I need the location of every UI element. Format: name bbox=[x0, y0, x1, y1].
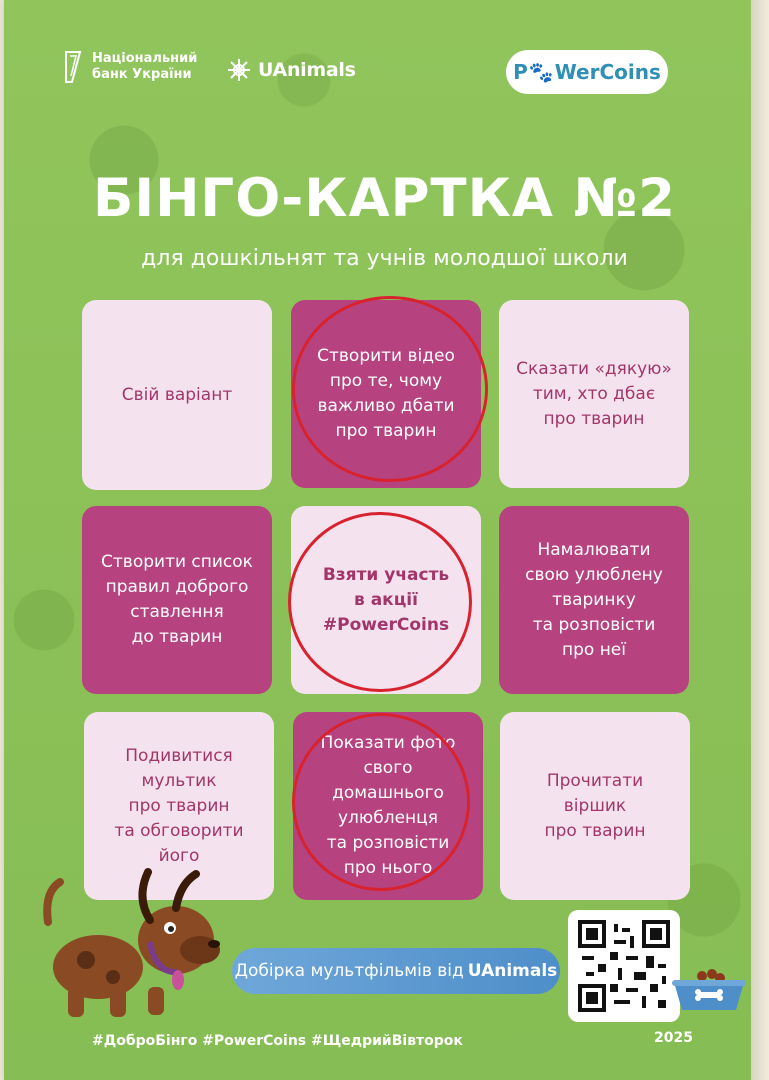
tile-text: Створити список правил доброго ставлення до тварин bbox=[101, 552, 253, 647]
cartoons-link[interactable] bbox=[232, 948, 560, 994]
year-label: 2025 bbox=[654, 1030, 693, 1046]
bingo-tile-5 bbox=[291, 506, 481, 694]
nbu-logo bbox=[64, 50, 197, 84]
tile-text: Показати фото свого домашнього улюбленця та розповісти про нього bbox=[320, 733, 456, 878]
tile-text: Подивитися мультик про тварин та обговорити його bbox=[114, 745, 244, 866]
bingo-tile-9 bbox=[500, 712, 690, 900]
bingo-tile-8 bbox=[293, 712, 483, 900]
tile-text: Сказати «дякую» тим, хто дбає про тварин bbox=[516, 358, 672, 429]
powercoins-p: P bbox=[513, 60, 528, 84]
bingo-tile-2 bbox=[291, 300, 481, 488]
nbu-name-line1: Національний bbox=[92, 51, 198, 66]
qr-code[interactable] bbox=[568, 910, 680, 1022]
dog-bowl-icon bbox=[668, 962, 750, 1016]
nbu-emblem-icon bbox=[64, 50, 84, 84]
bingo-tile-4 bbox=[82, 506, 272, 694]
bingo-tile-1 bbox=[82, 300, 272, 490]
cartoons-link-text: Добірка мультфільмів від bbox=[234, 961, 464, 981]
cartoons-link-brand: UAnimals bbox=[467, 961, 558, 981]
tile-text: Прочитати віршик про тварин bbox=[544, 770, 646, 841]
dog-illustration bbox=[38, 862, 228, 1022]
qr-code-icon bbox=[578, 920, 670, 1012]
tile-text: Свій варіант bbox=[121, 384, 233, 405]
uanimals-label: UAnimals bbox=[258, 59, 356, 81]
page-title: БІНГО-КАРТКА №2 bbox=[92, 168, 677, 229]
powercoins-logo bbox=[506, 50, 668, 94]
nbu-name-line2: банк України bbox=[92, 67, 192, 82]
hashtags: #ДоброБінго #PowerCoins #ЩедрийВівторок bbox=[92, 1033, 463, 1049]
paper-edge bbox=[751, 0, 769, 1080]
page-subtitle: для дошкільнят та учнів молодшої школи bbox=[141, 246, 628, 271]
snowflake-icon bbox=[226, 57, 252, 83]
tile-text: Взяти участь в акції #PowerCoins bbox=[322, 564, 450, 635]
tile-text: Намалювати свою улюблену тваринку та розповісти про неї bbox=[525, 539, 663, 660]
uanimals-logo bbox=[226, 57, 356, 83]
bingo-tile-6 bbox=[499, 506, 689, 694]
paw-icon: 🐾 bbox=[528, 60, 554, 84]
powercoins-rest: WerCoins bbox=[554, 60, 661, 84]
bingo-tile-3 bbox=[499, 300, 689, 488]
tile-text: Створити відео про те, чому важливо дбати про тварин bbox=[317, 346, 455, 441]
